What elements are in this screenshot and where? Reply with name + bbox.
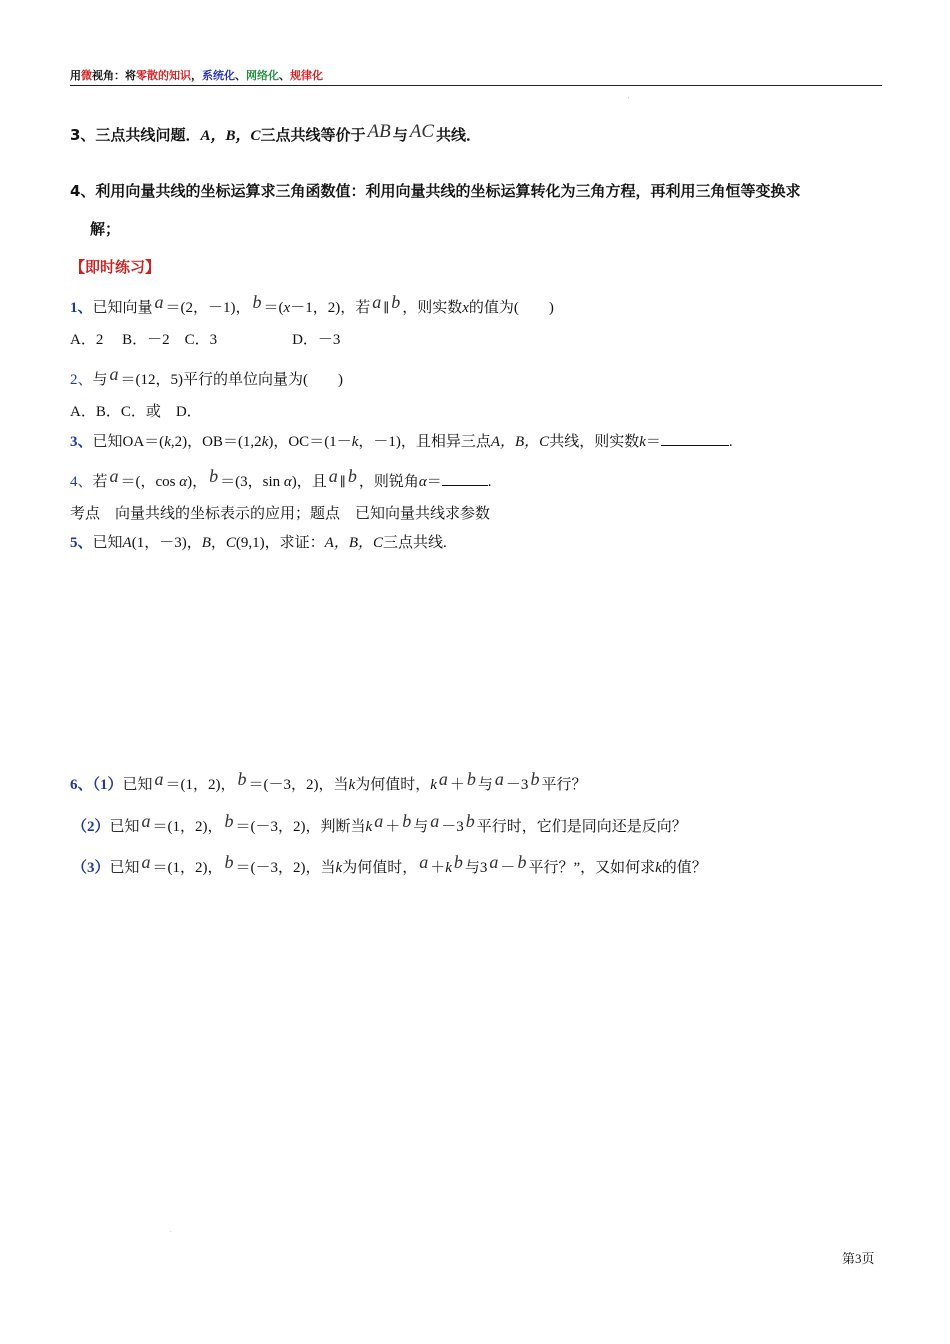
page-number: 第3页 (842, 1251, 875, 1266)
question-3: 3、已知OA＝(k,2)，OB＝(1,2k)，OC＝(1－k，－1)，且相异三点A，B，C共线，则实数k＝ . (70, 430, 733, 451)
point-3: 3、三点共线问题．A，B，C三点共线等价于 AB 与 AC 共线． (70, 121, 482, 144)
question-2-options: A．B．C．或 D． (70, 404, 202, 420)
mark: . (170, 1228, 172, 1234)
question-5: 5、已知A(1，－3)，B，C(9,1)，求证：A，B，C三点共线. (70, 535, 447, 551)
point-4-line2: 解； (90, 220, 121, 238)
mark: ' (628, 97, 630, 103)
question-1: 1、已知向量 a ＝(2，－1)， b ＝(x－1，2)，若 a ∥ b ，则实数x的值为( ) (70, 292, 554, 316)
question-2: 2、与 a ＝(12，5)平行的单位向量为( ) (70, 364, 344, 388)
question-4-note: 考点 向量共线的坐标表示的应用；题点 已知向量共线求参数 (70, 506, 491, 522)
question-4: 4、若 a ＝(，cos α)， b ＝(3，sin α)，且 a ∥ b ，则锐角α＝ . (70, 466, 492, 490)
question-1-options: A．2 B．－2 C．3 D．－3 (70, 332, 341, 348)
answer-blank[interactable] (661, 431, 729, 446)
point-4-line1: 4、利用向量共线的坐标运算求三角函数值：利用向量共线的坐标运算转化为三角方程，再利用三角恒等变换求 (70, 182, 801, 200)
practice-title: 【即时练习】 (70, 258, 161, 276)
page-header: 用微视角：将零散的知识，系统化、网络化、规律化 (70, 69, 323, 82)
question-6-part-3: （3）已知 a ＝(1，2)， b ＝(－3，2)，当k为何值时， a ＋k b 与3 a － b 平行？”，又如何求k的值？ (72, 852, 707, 876)
answer-blank[interactable] (442, 471, 488, 486)
question-6-part-2: （2）已知 a ＝(1，2)， b ＝(－3，2)，判断当k a ＋ b 与 a －3 b 平行时，它们是同向还是反向？ (72, 811, 687, 835)
question-6-part-1: 6、（1）已知 a ＝(1，2)， b ＝(－3，2)，当k为何值时，k a ＋ b 与 a －3 b 平行？ (70, 769, 587, 793)
header-rule (70, 85, 882, 86)
